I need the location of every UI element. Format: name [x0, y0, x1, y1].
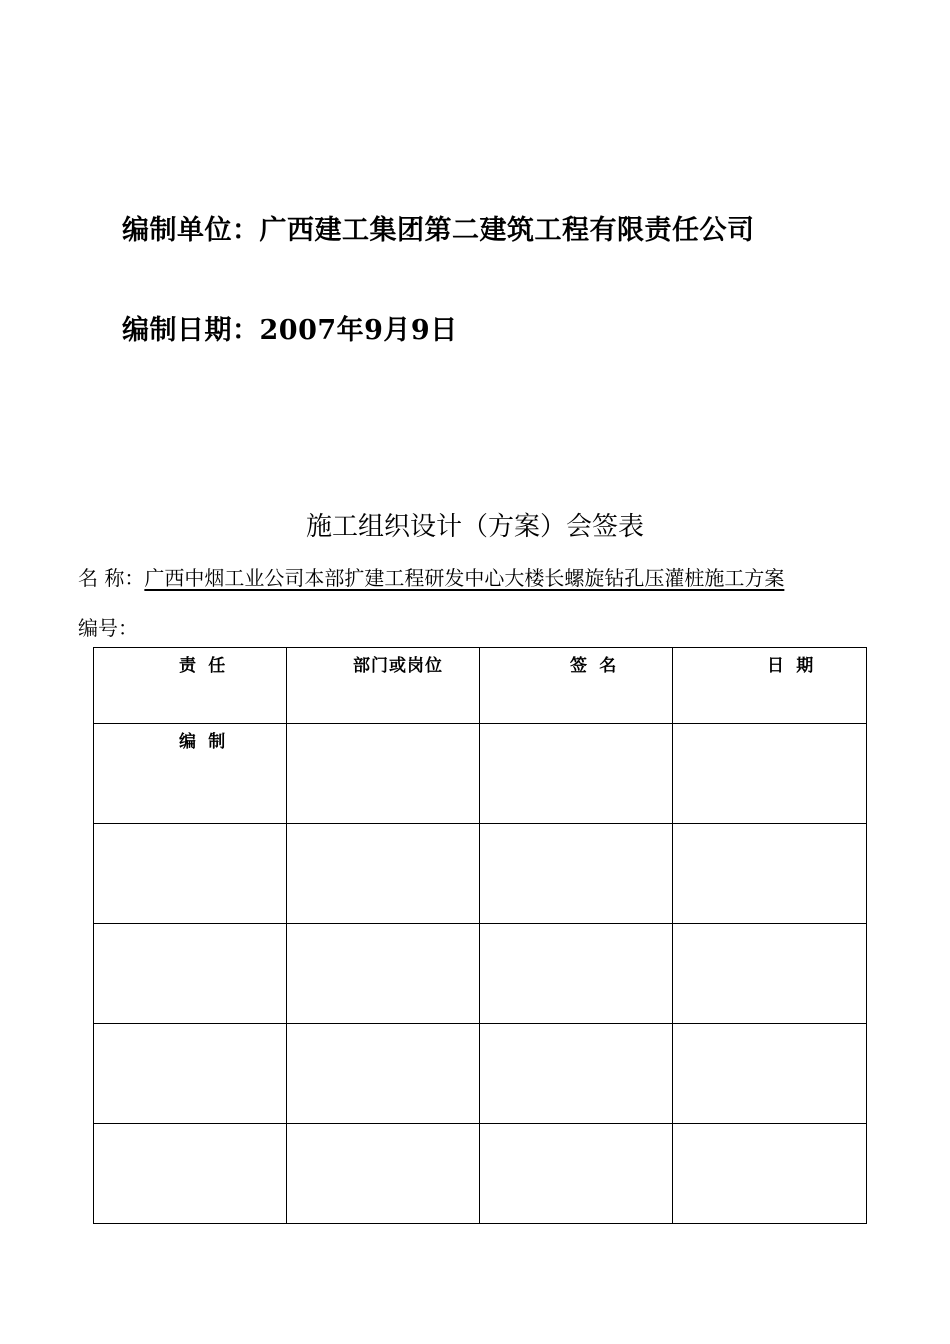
row-date	[673, 924, 866, 927]
table-cell	[673, 1124, 867, 1224]
row-date	[673, 724, 866, 727]
compiling-unit-value: 广西建工集团第二建筑工程有限责任公司	[259, 215, 755, 246]
table-cell	[94, 1024, 287, 1124]
table-row	[94, 1124, 867, 1224]
document-number-label: 编号：	[78, 616, 138, 640]
row-department	[287, 924, 479, 927]
table-cell	[94, 824, 287, 924]
table-cell	[287, 1124, 480, 1224]
table-cell	[287, 824, 480, 924]
table-row	[94, 1024, 867, 1124]
row-department	[287, 1124, 479, 1127]
compiling-unit-line	[122, 208, 755, 247]
table-cell	[287, 924, 480, 1024]
row-role	[94, 824, 286, 827]
header-cell-responsibility	[94, 648, 287, 724]
header-date: 日 期	[767, 656, 815, 676]
table-cell	[480, 1124, 673, 1224]
row-date	[673, 824, 866, 827]
compiling-unit-label: 编制单位：	[122, 215, 260, 246]
header-responsibility: 责 任	[179, 656, 227, 676]
table-cell	[94, 724, 287, 824]
row-department	[287, 1024, 479, 1027]
header-department: 部门或岗位	[353, 656, 443, 676]
row-signature	[480, 724, 672, 727]
row-role: 编 制	[179, 732, 227, 752]
row-signature	[480, 1024, 672, 1027]
row-role	[94, 924, 286, 927]
header-cell-date	[673, 648, 867, 724]
table-row	[94, 724, 867, 824]
document-number-row	[78, 612, 138, 641]
row-department	[287, 824, 479, 827]
row-signature	[480, 924, 672, 927]
form-title: 施工组织设计（方案）会签表	[305, 512, 644, 542]
table-cell	[480, 724, 673, 824]
header-cell-signature	[480, 648, 673, 724]
table-cell	[94, 924, 287, 1024]
row-role	[94, 1124, 286, 1127]
table-row	[94, 824, 867, 924]
row-date	[673, 1024, 866, 1027]
project-name-label: 名 称：	[78, 566, 145, 590]
table-cell	[673, 1024, 867, 1124]
table-header-row	[94, 648, 867, 724]
project-name-row	[78, 562, 784, 591]
table-cell	[480, 1024, 673, 1124]
compiling-date-line	[122, 308, 458, 347]
table-cell	[287, 724, 480, 824]
table-cell	[480, 924, 673, 1024]
compiling-date-value: 2007年9月9日	[259, 315, 458, 346]
row-signature	[480, 824, 672, 827]
table-cell	[673, 824, 867, 924]
row-date	[673, 1124, 866, 1127]
table-row	[94, 924, 867, 1024]
table-cell	[480, 824, 673, 924]
row-signature	[480, 1124, 672, 1127]
row-department	[287, 724, 479, 727]
table-cell	[287, 1024, 480, 1124]
table-cell	[94, 1124, 287, 1224]
project-name-value: 广西中烟工业公司本部扩建工程研发中心大楼长螺旋钻孔压灌桩施工方案	[144, 566, 785, 590]
compiling-date-label: 编制日期：	[122, 315, 260, 346]
table-cell	[673, 924, 867, 1024]
countersign-table	[93, 647, 867, 1224]
table-cell	[673, 724, 867, 824]
header-signature: 签 名	[570, 656, 618, 676]
row-role	[94, 1024, 286, 1027]
header-cell-department	[287, 648, 480, 724]
